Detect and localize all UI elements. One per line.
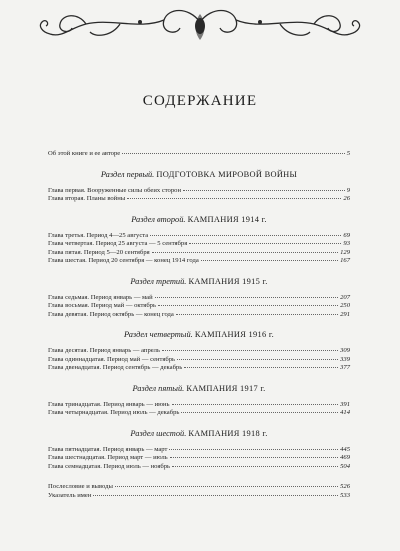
leader-dots [170, 457, 338, 458]
entry-page: 250 [340, 302, 350, 309]
section-label: Раздел четвертый. [123, 330, 193, 339]
leader-dots [172, 466, 338, 467]
entry-title: Глава шестая. Период 20 сентября — конец 1914 года [48, 257, 199, 264]
entry-title: Глава пятнадцатая. Период январь — март [48, 445, 168, 453]
entry-page: 291 [340, 310, 350, 318]
leader-dots [183, 190, 345, 191]
toc-entry-chapter-10[interactable] [48, 347, 350, 356]
entry-title: Глава восьмая. Период май — октябрь [48, 302, 156, 309]
section-heading-5 [48, 384, 350, 394]
section-label: Раздел пятый. [132, 383, 185, 393]
leader-dots [177, 359, 338, 360]
leader-dots [155, 297, 338, 298]
entry-page: 309 [340, 347, 350, 354]
leader-dots [189, 243, 341, 244]
section-heading-1 [48, 170, 350, 180]
toc-entry-chapter-12[interactable] [48, 364, 350, 373]
toc-entry-chapter-8[interactable] [48, 302, 350, 311]
entry-title: Глава вторая. Планы войны [48, 195, 126, 202]
section-heading-4 [48, 330, 350, 340]
entry-title: Глава одиннадцатая. Период май — сентябрь [48, 355, 176, 363]
section-heading-2 [48, 215, 350, 225]
entry-page: 469 [340, 454, 350, 461]
entry-page: 504 [340, 462, 350, 470]
toc-entry-chapter-4[interactable] [48, 240, 350, 249]
entry-title: Глава десятая. Период январь — апрель [48, 347, 160, 354]
leader-dots [152, 252, 338, 253]
entry-page: 414 [340, 409, 350, 416]
toc-entry-chapter-2[interactable] [48, 195, 350, 204]
entry-title: Глава двенадцатая. Период сентябрь — декабрь [48, 364, 183, 371]
toc-entry-chapter-3[interactable] [48, 232, 350, 241]
toc-entry-chapter-11[interactable] [48, 356, 350, 365]
entry-page: 9 [346, 186, 350, 194]
entry-page: 167 [340, 257, 350, 264]
entry-title: Глава четырнадцатая. Период июль — декабрь [48, 409, 180, 416]
entry-title: Глава первая. Вооруженные силы обеих сторон [48, 186, 181, 194]
toc-entry-chapter-15[interactable] [48, 446, 350, 455]
table-of-contents [48, 150, 350, 500]
toc-entry-chapter-5[interactable] [48, 249, 350, 258]
section-heading-3 [48, 277, 350, 287]
section-title: ПОДГОТОВКА МИРОВОЙ ВОЙНЫ [156, 169, 298, 179]
leader-dots [184, 367, 338, 368]
leader-dots [176, 314, 338, 315]
entry-page: 445 [340, 445, 350, 453]
section-label: Раздел второй. [131, 214, 186, 224]
entry-page: 69 [343, 231, 350, 239]
top-ornament [0, 0, 400, 60]
entry-title: Послесловие и выводы [48, 483, 113, 490]
leader-dots [181, 412, 338, 413]
entry-page: 26 [343, 195, 350, 202]
leader-dots [201, 260, 338, 261]
leader-dots [162, 350, 338, 351]
section-label: Раздел шестой. [130, 428, 187, 438]
section-title: КАМПАНИЯ 1915 г. [188, 276, 268, 286]
section-heading-6 [48, 429, 350, 439]
section-title: КАМПАНИЯ 1916 г. [194, 330, 275, 339]
entry-title: Глава тринадцатая. Период январь — июнь [48, 400, 170, 408]
spacer [48, 471, 350, 483]
entry-title: Глава шестнадцатая. Период март — июль [48, 454, 168, 461]
entry-title: Глава третья. Период 4—25 августа [48, 231, 149, 239]
entry-title: Глава четвертая. Период 25 августа — 5 сентября [48, 240, 188, 247]
section-title: КАМПАНИЯ 1918 г. [188, 428, 268, 438]
toc-entry-chapter-16[interactable] [48, 454, 350, 463]
toc-entry-index[interactable] [48, 492, 350, 501]
entry-page: 129 [340, 248, 350, 256]
entry-title: Глава семнадцатая. Период июль — ноябрь [48, 462, 171, 470]
entry-title: Глава девятая. Период октябрь — конец года [48, 310, 174, 318]
entry-page: 526 [340, 483, 350, 490]
section-label: Раздел третий. [130, 276, 187, 286]
entry-page: 533 [340, 491, 350, 499]
leader-dots [172, 404, 339, 405]
section-label: Раздел первый. [100, 169, 155, 179]
toc-entry-afterword[interactable] [48, 483, 350, 492]
entry-page: 5 [346, 150, 350, 157]
toc-entry-chapter-14[interactable] [48, 409, 350, 418]
entry-title: Глава пятая. Период 5—20 сентября [48, 248, 150, 256]
entry-page: 377 [340, 364, 350, 371]
leader-dots [122, 153, 345, 154]
leader-dots [169, 449, 338, 450]
section-title: КАМПАНИЯ 1914 г. [187, 214, 267, 224]
entry-page: 391 [340, 400, 350, 408]
toc-entry-chapter-17[interactable] [48, 463, 350, 472]
leader-dots [150, 235, 341, 236]
toc-entry-intro[interactable] [48, 150, 350, 159]
entry-title: Об этой книге и ее авторе [48, 150, 121, 157]
toc-entry-chapter-7[interactable] [48, 294, 350, 303]
leader-dots [93, 495, 338, 496]
section-title: КАМПАНИЯ 1917 г. [186, 383, 266, 393]
leader-dots [158, 305, 338, 306]
leader-dots [115, 486, 338, 487]
toc-entry-chapter-1[interactable] [48, 187, 350, 196]
page-title: СОДЕРЖАНИЕ [142, 93, 258, 109]
entry-page: 207 [340, 293, 350, 301]
leader-dots [127, 198, 341, 199]
toc-entry-chapter-9[interactable] [48, 311, 350, 320]
entry-title: Указатель имен [48, 491, 92, 499]
toc-entry-chapter-6[interactable] [48, 257, 350, 266]
toc-entry-chapter-13[interactable] [48, 401, 350, 410]
entry-page: 93 [343, 240, 350, 247]
entry-page: 339 [340, 355, 350, 363]
entry-title: Глава седьмая. Период январь — май [48, 293, 153, 301]
